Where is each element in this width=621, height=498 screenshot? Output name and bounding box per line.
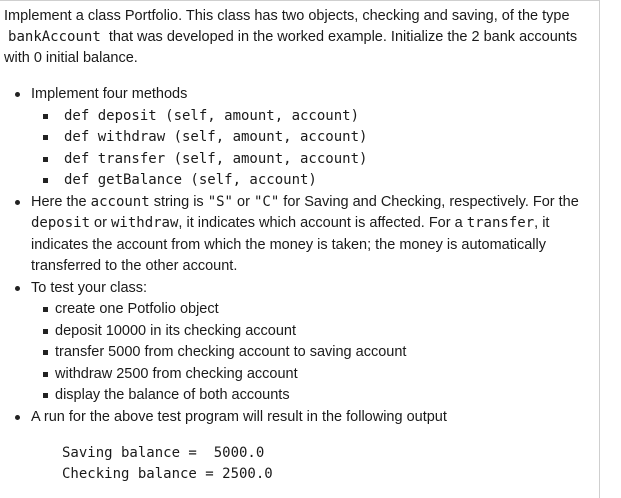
code-account: account [90,193,150,210]
methods-heading: Implement four methods [31,86,188,102]
test-step [0,342,598,364]
method-getbalance: def getBalance (self, account) [64,172,317,188]
intro-code-bankaccount: bankAccount [8,29,101,45]
account-text: Here the [31,193,87,210]
output-block [62,443,598,485]
method-item [0,149,598,171]
test-step [0,299,598,321]
test-step-text: create one Potfolio object [55,301,219,317]
right-border [599,0,600,498]
top-border [0,0,600,1]
method-withdraw: def withdraw (self, amount, account) [64,129,368,145]
test-step-text: transfer 5000 from checking account to saving account [55,344,407,360]
test-step-text: display the balance of both accounts [55,387,290,403]
method-item [0,106,598,128]
question-body [0,6,598,485]
account-text: or [94,215,107,231]
account-text: string is [153,193,204,210]
account-text: , it indicates which account is affected. For a [178,215,463,231]
test-steps-list [31,299,598,407]
code-s: "S" [207,193,233,210]
test-heading: To test your class: [31,279,148,296]
test-step [0,321,598,343]
code-c: "C" [253,193,280,210]
run-text: A run for the above test program will result in the following output [31,408,447,425]
test-step [0,385,598,407]
test-step-text: deposit 10000 in its checking account [55,322,297,339]
code-withdraw: withdraw [110,215,179,231]
test-step-text: withdraw 2500 from checking account [55,365,298,382]
account-text: or [237,193,250,210]
method-list [31,106,598,192]
method-transfer: def transfer (self, amount, account) [64,150,368,167]
account-text: , it indicates the account from which the money is taken; the money is automatically transferred to the other account. [31,215,550,274]
method-item [0,170,598,192]
intro-text-1: Implement a class Portfolio. This class has two objects, checking and saving, of the type [4,8,570,24]
method-deposit: def deposit (self, amount, account) [64,107,360,124]
test-step [0,364,598,386]
intro-paragraph [4,6,598,69]
code-deposit: deposit [31,215,91,231]
task-list [0,84,598,428]
list-item-account [0,192,598,278]
method-item [0,127,598,149]
list-item-methods [0,84,598,192]
list-item-test [0,278,598,407]
code-transfer: transfer [466,215,535,231]
list-item-run [0,407,598,429]
intro-text-2: that was developed in the worked example. Initialize the 2 bank accounts with 0 initial balance. [4,29,578,66]
account-text: for Saving and Checking, respectively. For the [283,193,579,210]
output-saving-line: Saving balance = 5000.0 [62,445,265,461]
output-checking-line: Checking balance = 2500.0 [62,466,273,482]
